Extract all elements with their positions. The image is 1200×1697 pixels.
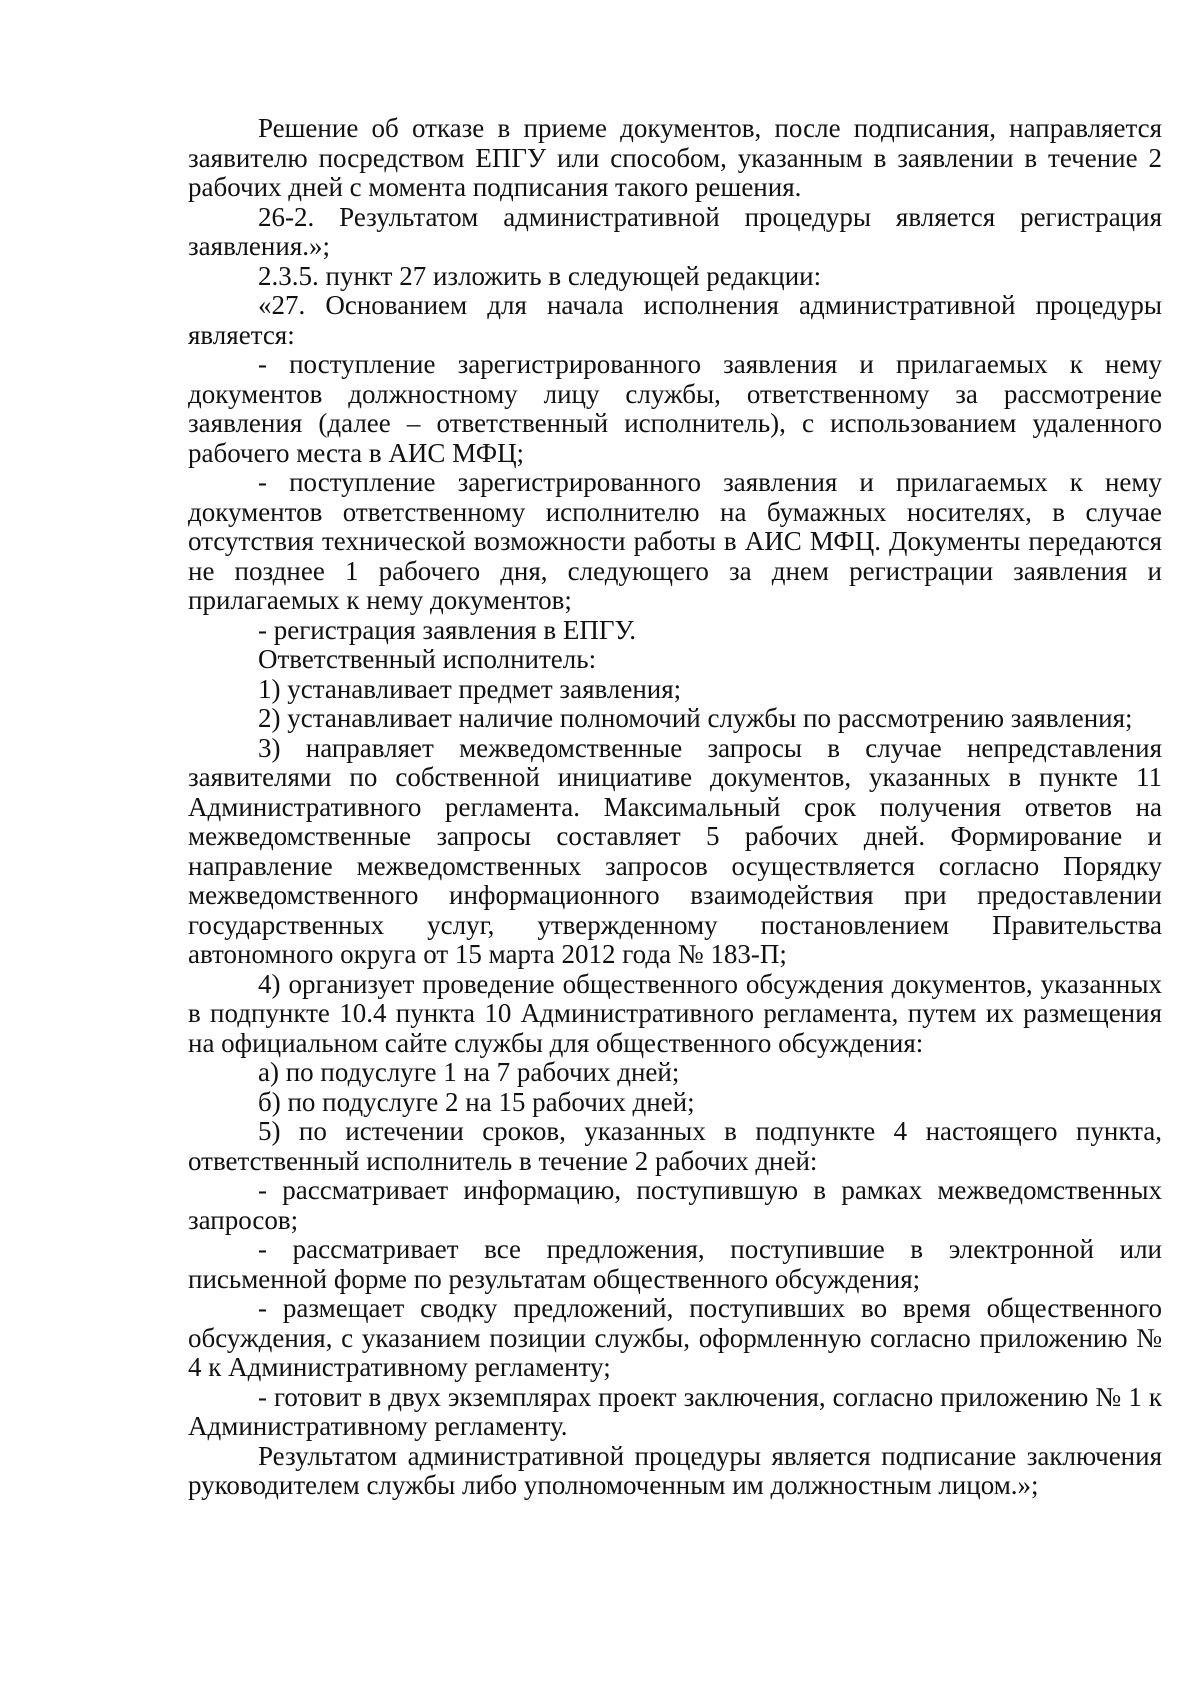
paragraph-item-4a: а) по подуслуге 1 на 7 рабочих дней; [258,1057,680,1087]
paragraph-item-4b: б) по подуслуге 2 на 15 рабочих дней; [258,1086,695,1117]
paragraph-item-4: 4) организует проведение общественного обсуждения документов, указанных в подпункте 10.4 пункта 10 Административного регламента, путем их размещения на официальном сайте службы для общественного обсуждения: [188,968,1162,1058]
paragraph-bullet-interagency: - рассматривает информацию, поступившую в рамках межведомственных запросов; [188,1175,1162,1235]
paragraph-result: Результатом административной процедуры является подписание заключения руководителем службы либо уполномоченным им должностным лицом.»; [188,1440,1162,1500]
paragraph-bullet-proposals: - рассматривает все предложения, поступившие в электронной или письменной форме по результатам общественного обсуждения; [188,1234,1162,1294]
paragraph-item-1: 1) устанавливает предмет заявления; [258,673,682,704]
paragraph-2-3-5: 2.3.5. пункт 27 изложить в следующей редакции: [258,260,822,291]
paragraph-item-2: 2) устанавливает наличие полномочий службы по рассмотрению заявления; [258,703,1133,733]
paragraph-responsible-executor: Ответственный исполнитель: [258,644,597,674]
paragraph-bullet-summary: - размещает сводку предложений, поступивших во время общественного обсуждения, с указанием позиции службы, оформленную согласно приложению № 4 к Административному регламенту; [188,1293,1162,1382]
paragraph-26-2: 26-2. Результатом административной процедуры является регистрация заявления.»; [188,201,1162,261]
paragraph-bullet-paper: - поступление зарегистрированного заявления и прилагаемых к нему документов ответственному исполнителю на бумажных носителях, в случае отсутствия технической возможности работы в АИС МФЦ. Документы передаются не позднее 1 рабочего дня, следующего за днем регистрации заявления и прилагаемых к нему документов; [188,467,1162,615]
paragraph-bullet-ais-mfc: - поступление зарегистрированного заявления и прилагаемых к нему документов должностному лицу службы, ответственному за рассмотрение заявления (далее – ответственный исполнитель), с использованием удаленного рабочего места в АИС МФЦ; [188,349,1162,468]
paragraph-27-intro: «27. Основанием для начала исполнения административной процедуры является: [188,290,1162,350]
document-page [188,114,1162,1501]
paragraph-item-5: 5) по истечении сроков, указанных в подпункте 4 настоящего пункта, ответственный исполнитель в течение 2 рабочих дней: [188,1116,1162,1176]
paragraph-refusal-decision: Решение об отказе в приеме документов, после подписания, направляется заявителю посредством ЕПГУ или способом, указанным в заявлении в течение 2 рабочих дней с момента подписания такого решения. [188,113,1162,202]
paragraph-item-3: 3) направляет межведомственные запросы в случае непредставления заявителями по собственной инициативе документов, указанных в пункте 11 Административного регламента. Максимальный срок получения ответов на межведомственные запросы составляет 5 рабочих дней. Формирование и направление межведомственных запросов осуществляется согласно Порядку межведомственного информационного взаимодействия при предоставлении государственных услуг, утвержденному постановлением Правительства автономного округа от 15 марта 2012 года № 183-П; [188,732,1162,969]
paragraph-bullet-epgu: - регистрация заявления в ЕПГУ. [258,614,636,645]
paragraph-bullet-draft: - готовит в двух экземплярах проект заключения, согласно приложению № 1 к Административному регламенту. [188,1381,1162,1441]
